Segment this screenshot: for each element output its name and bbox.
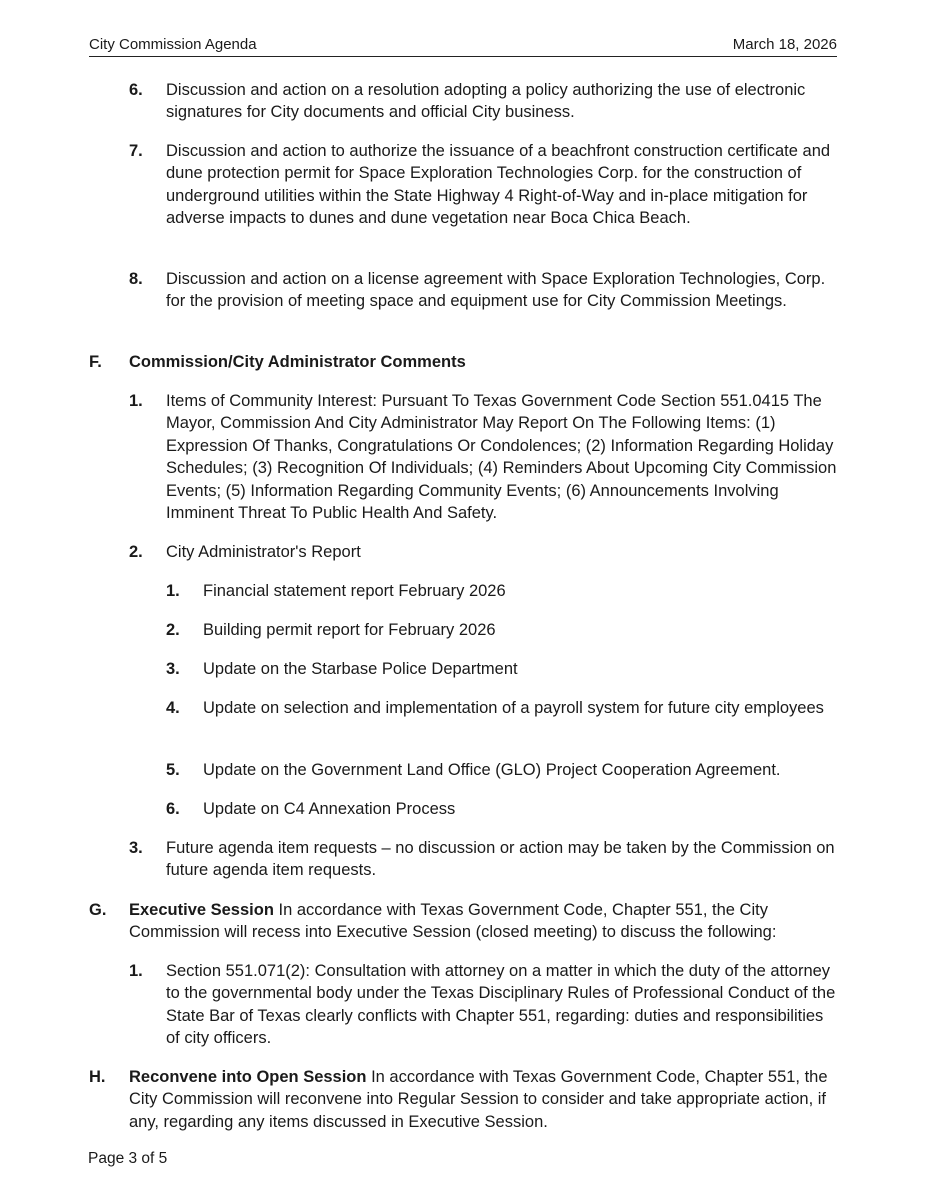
item-number: 2. (129, 543, 143, 561)
agenda-title: City Commission Agenda (89, 36, 257, 53)
section-f-item-3 (129, 837, 839, 882)
section-title: Reconvene into Open Session (129, 1068, 367, 1086)
agenda-item-8 (129, 268, 839, 313)
item-number: 8. (129, 270, 143, 288)
section-letter: H. (89, 1068, 106, 1086)
item-text: Financial statement report February 2026 (203, 582, 506, 600)
item-number: 3. (129, 839, 143, 857)
item-number: 2. (166, 621, 180, 639)
section-f-item-2 (129, 541, 839, 563)
item-text: City Administrator's Report (166, 543, 361, 561)
item-text: Section 551.071(2): Consultation with attorney on a matter in which the duty of the attorney to the governmental body under the Texas Disciplinary Rules of Professional Conduct of the State Bar of Texas clearly conflicts with Chapter 551, regarding: duties and responsibilities of city officers. (166, 962, 836, 1048)
report-sub-item-4 (166, 697, 841, 719)
item-number: 1. (166, 582, 180, 600)
report-sub-item-6 (166, 798, 841, 820)
section-letter: F. (89, 353, 102, 371)
item-text: Discussion and action to authorize the issuance of a beachfront construction certificate and dune protection permit for Space Exploration Technologies Corp. for the construction of underground utilities within the State Highway 4 Right-of-Way and in-place mitigation for adverse impacts to dunes and dune vegetation near Boca Chica Beach. (166, 142, 831, 228)
item-text: Update on the Government Land Office (GLO) Project Cooperation Agreement. (203, 761, 781, 779)
section-body: In accordance with Texas Government Code, Chapter 551, the City Commission will reconvene into Regular Session to consider and take appropriate action, if any, regarding any items discussed in Executive Session. (129, 1068, 828, 1131)
section-title: Executive Session (129, 901, 274, 919)
item-number: 7. (129, 142, 143, 160)
item-text: Building permit report for February 2026 (203, 621, 496, 639)
agenda-date: March 18, 2026 (732, 36, 837, 53)
section-g-item-1 (129, 960, 839, 1050)
report-sub-item-1 (166, 580, 841, 602)
agenda-item-7 (129, 140, 839, 230)
item-number: 1. (129, 392, 143, 410)
item-text: Items of Community Interest: Pursuant To Texas Government Code Section 551.0415 The Mayor, Commission And City Administrator May Report On The Following Items: (1) Expression Of Thanks, Congratulations Or Condolences; (2) Information Regarding Holiday Schedules; (3) Recognition Of Individuals; (4) Reminders About Upcoming City Commission Events; (5) Information Regarding Community Events; (6) Announcements Involving Imminent Threat To Public Health And Safety. (166, 392, 837, 523)
item-number: 6. (129, 81, 143, 99)
item-text: Update on C4 Annexation Process (203, 800, 456, 818)
item-number: 6. (166, 800, 180, 818)
section-paragraph (129, 899, 841, 944)
section-body: In accordance with Texas Government Code, Chapter 551, the City Commission will recess into Executive Session (closed meeting) to discuss the following: (129, 901, 777, 942)
item-text: Update on the Starbase Police Department (203, 660, 518, 678)
section-f-item-1 (129, 390, 839, 524)
section-g-heading (89, 899, 841, 944)
agenda-item-6 (129, 79, 839, 124)
section-f-heading (89, 351, 841, 373)
item-number: 1. (129, 962, 143, 980)
section-letter: G. (89, 901, 107, 919)
section-title: Commission/City Administrator Comments (129, 353, 466, 371)
page-header (89, 33, 837, 57)
section-paragraph (129, 1066, 841, 1133)
report-sub-item-2 (166, 619, 841, 641)
item-text: Future agenda item requests – no discussion or action may be taken by the Commission on future agenda item requests. (166, 839, 835, 880)
item-number: 5. (166, 761, 180, 779)
section-h-heading (89, 1066, 841, 1133)
report-sub-item-3 (166, 658, 841, 680)
item-text: Discussion and action on a license agreement with Space Exploration Technologies, Corp. for the provision of meeting space and equipment use for City Commission Meetings. (166, 270, 826, 311)
item-number: 3. (166, 660, 180, 678)
item-text: Update on selection and implementation of a payroll system for future city employees (203, 699, 824, 717)
item-number: 4. (166, 699, 180, 717)
page-number: Page 3 of 5 (88, 1150, 168, 1167)
report-sub-item-5 (166, 759, 841, 781)
item-text: Discussion and action on a resolution adopting a policy authorizing the use of electronic signatures for City documents and official City business. (166, 81, 806, 122)
